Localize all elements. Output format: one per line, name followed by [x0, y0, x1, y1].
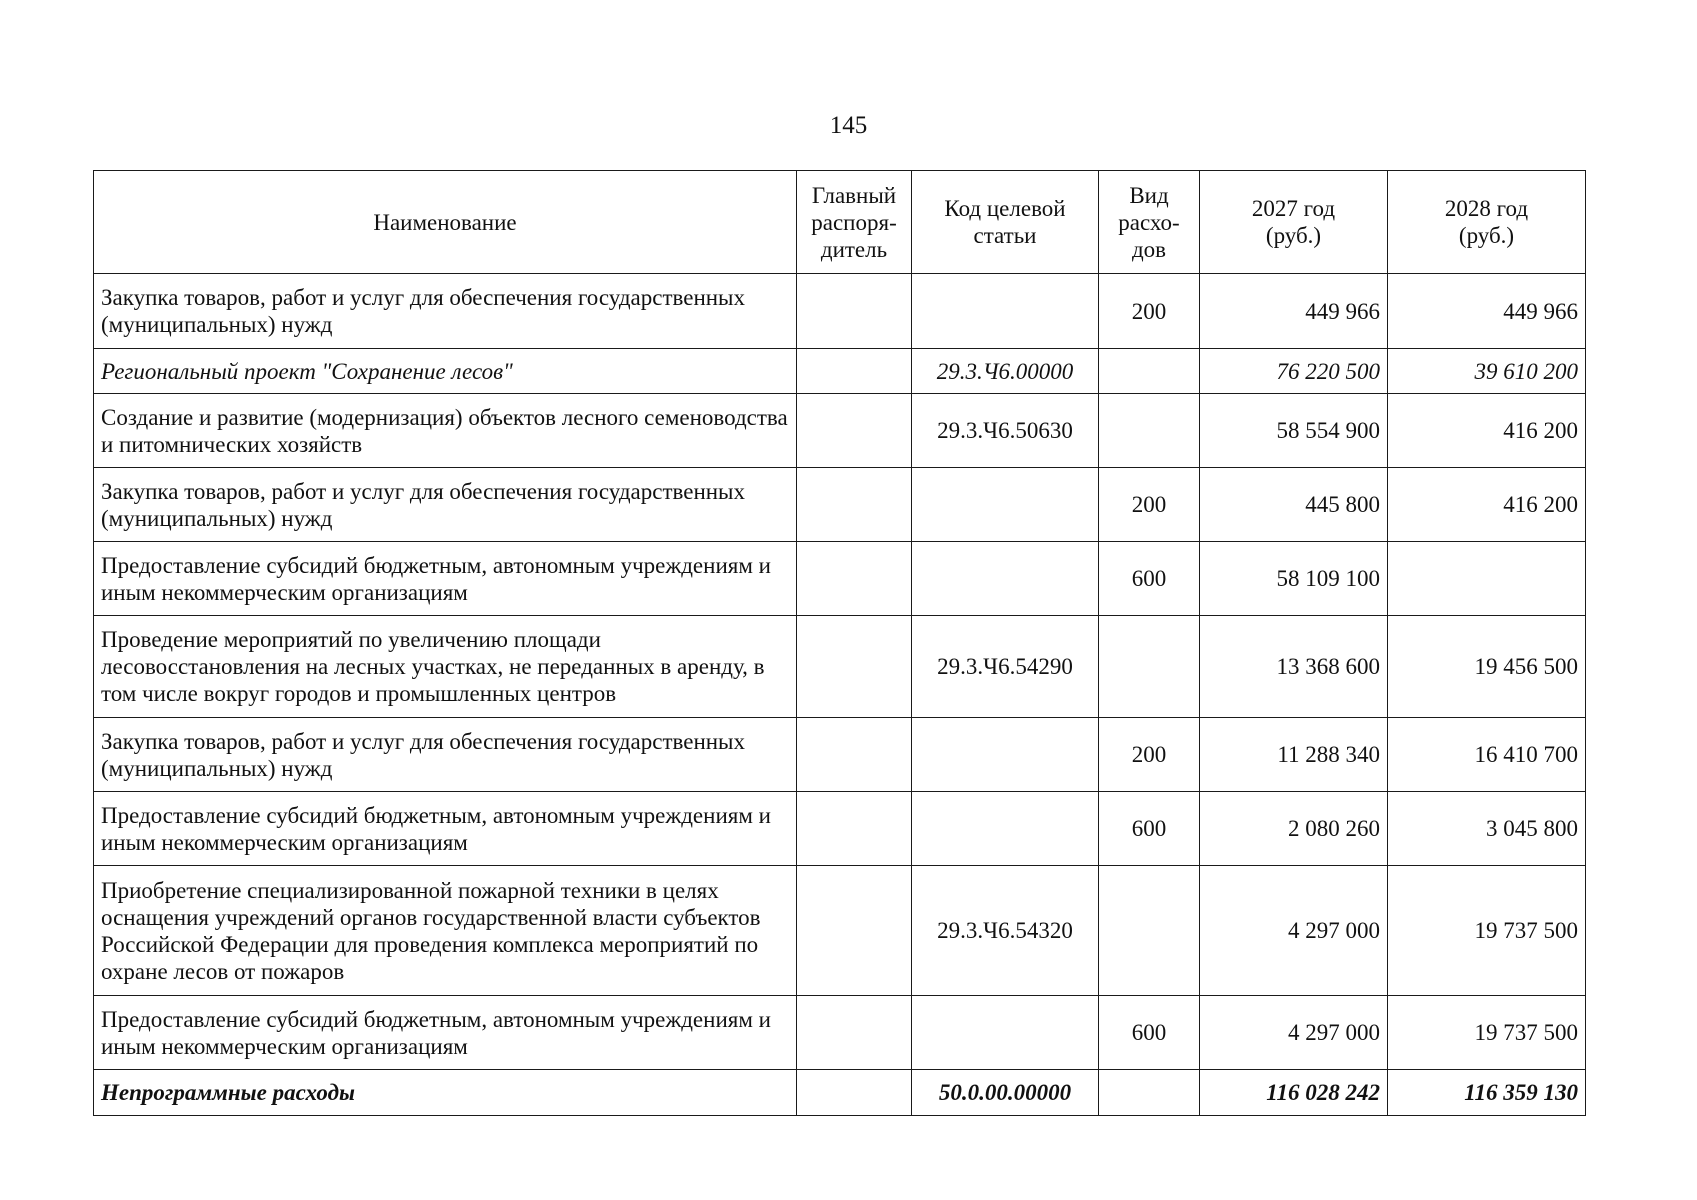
row-name: Проведение мероприятий по увеличению площади лесовосстановления на лесных участках, не переданных в аренду, в том числе вокруг городов и промышленных центров	[94, 616, 797, 718]
header-manager: Главный распоря- дитель	[797, 171, 912, 274]
row-kind: 600	[1099, 996, 1200, 1070]
table-row	[94, 542, 1586, 616]
row-2028: 19 737 500	[1388, 996, 1586, 1070]
row-kind: 600	[1099, 542, 1200, 616]
row-2028: 3 045 800	[1388, 792, 1586, 866]
page-number: 145	[829, 112, 868, 139]
row-2027: 449 966	[1200, 274, 1388, 349]
table-row	[94, 468, 1586, 542]
header-name: Наименование	[94, 171, 797, 274]
row-name: Региональный проект "Сохранение лесов"	[94, 349, 797, 394]
table-row	[94, 1070, 1586, 1116]
row-name: Закупка товаров, работ и услуг для обеспечения государственных (муниципальных) нужд	[94, 274, 797, 349]
row-name: Создание и развитие (модернизация) объектов лесного семеноводства и питомнических хозяйств	[94, 394, 797, 468]
row-2028: 16 410 700	[1388, 718, 1586, 792]
row-manager	[797, 274, 912, 349]
row-name: Предоставление субсидий бюджетным, автономным учреждениям и иным некоммерческим организациям	[94, 542, 797, 616]
row-2028: 116 359 130	[1388, 1070, 1586, 1116]
table-row	[94, 996, 1586, 1070]
row-kind: 200	[1099, 274, 1200, 349]
row-kind: 200	[1099, 718, 1200, 792]
row-code	[912, 792, 1099, 866]
row-manager	[797, 718, 912, 792]
row-2028: 416 200	[1388, 394, 1586, 468]
table-row	[94, 718, 1586, 792]
row-kind: 200	[1099, 468, 1200, 542]
table-row	[94, 792, 1586, 866]
row-2027: 13 368 600	[1200, 616, 1388, 718]
row-manager	[797, 616, 912, 718]
row-code	[912, 542, 1099, 616]
row-manager	[797, 866, 912, 996]
row-2027: 11 288 340	[1200, 718, 1388, 792]
table-row	[94, 274, 1586, 349]
row-2027: 58 554 900	[1200, 394, 1388, 468]
row-2027: 116 028 242	[1200, 1070, 1388, 1116]
row-name: Предоставление субсидий бюджетным, автономным учреждениям и иным некоммерческим организациям	[94, 996, 797, 1070]
header-2028: 2028 год (руб.)	[1388, 171, 1586, 274]
budget-table	[93, 170, 1586, 1116]
row-manager	[797, 996, 912, 1070]
row-2028: 449 966	[1388, 274, 1586, 349]
header-2027: 2027 год (руб.)	[1200, 171, 1388, 274]
row-kind	[1099, 866, 1200, 996]
row-2027: 445 800	[1200, 468, 1388, 542]
row-code: 50.0.00.00000	[912, 1070, 1099, 1116]
row-code	[912, 996, 1099, 1070]
row-code: 29.3.Ч6.54290	[912, 616, 1099, 718]
table-row	[94, 866, 1586, 996]
row-kind	[1099, 349, 1200, 394]
row-2028: 416 200	[1388, 468, 1586, 542]
row-2027: 76 220 500	[1200, 349, 1388, 394]
table-row	[94, 616, 1586, 718]
table-row	[94, 394, 1586, 468]
row-name: Предоставление субсидий бюджетным, автономным учреждениям и иным некоммерческим организациям	[94, 792, 797, 866]
row-code	[912, 468, 1099, 542]
row-2027: 4 297 000	[1200, 866, 1388, 996]
row-manager	[797, 1070, 912, 1116]
row-kind	[1099, 394, 1200, 468]
row-name: Непрограммные расходы	[94, 1070, 797, 1116]
table-row	[94, 349, 1586, 394]
row-code: 29.3.Ч6.50630	[912, 394, 1099, 468]
row-kind: 600	[1099, 792, 1200, 866]
row-2028: 39 610 200	[1388, 349, 1586, 394]
row-2027: 4 297 000	[1200, 996, 1388, 1070]
row-name: Приобретение специализированной пожарной техники в целях оснащения учреждений органов государственной власти субъектов Российской Федерации для проведения комплекса мероприятий по охране лесов от пожаров	[94, 866, 797, 996]
row-code	[912, 718, 1099, 792]
row-2028: 19 456 500	[1388, 616, 1586, 718]
row-name: Закупка товаров, работ и услуг для обеспечения государственных (муниципальных) нужд	[94, 718, 797, 792]
header-code: Код целевой статьи	[912, 171, 1099, 274]
row-manager	[797, 542, 912, 616]
row-name: Закупка товаров, работ и услуг для обеспечения государственных (муниципальных) нужд	[94, 468, 797, 542]
table-header-row	[94, 171, 1586, 274]
row-2027: 58 109 100	[1200, 542, 1388, 616]
row-code	[912, 274, 1099, 349]
row-manager	[797, 394, 912, 468]
row-manager	[797, 349, 912, 394]
row-manager	[797, 468, 912, 542]
row-2028	[1388, 542, 1586, 616]
row-kind	[1099, 1070, 1200, 1116]
row-kind	[1099, 616, 1200, 718]
row-2028: 19 737 500	[1388, 866, 1586, 996]
header-kind: Вид расхо- дов	[1099, 171, 1200, 274]
row-code: 29.3.Ч6.00000	[912, 349, 1099, 394]
row-2027: 2 080 260	[1200, 792, 1388, 866]
row-code: 29.3.Ч6.54320	[912, 866, 1099, 996]
row-manager	[797, 792, 912, 866]
